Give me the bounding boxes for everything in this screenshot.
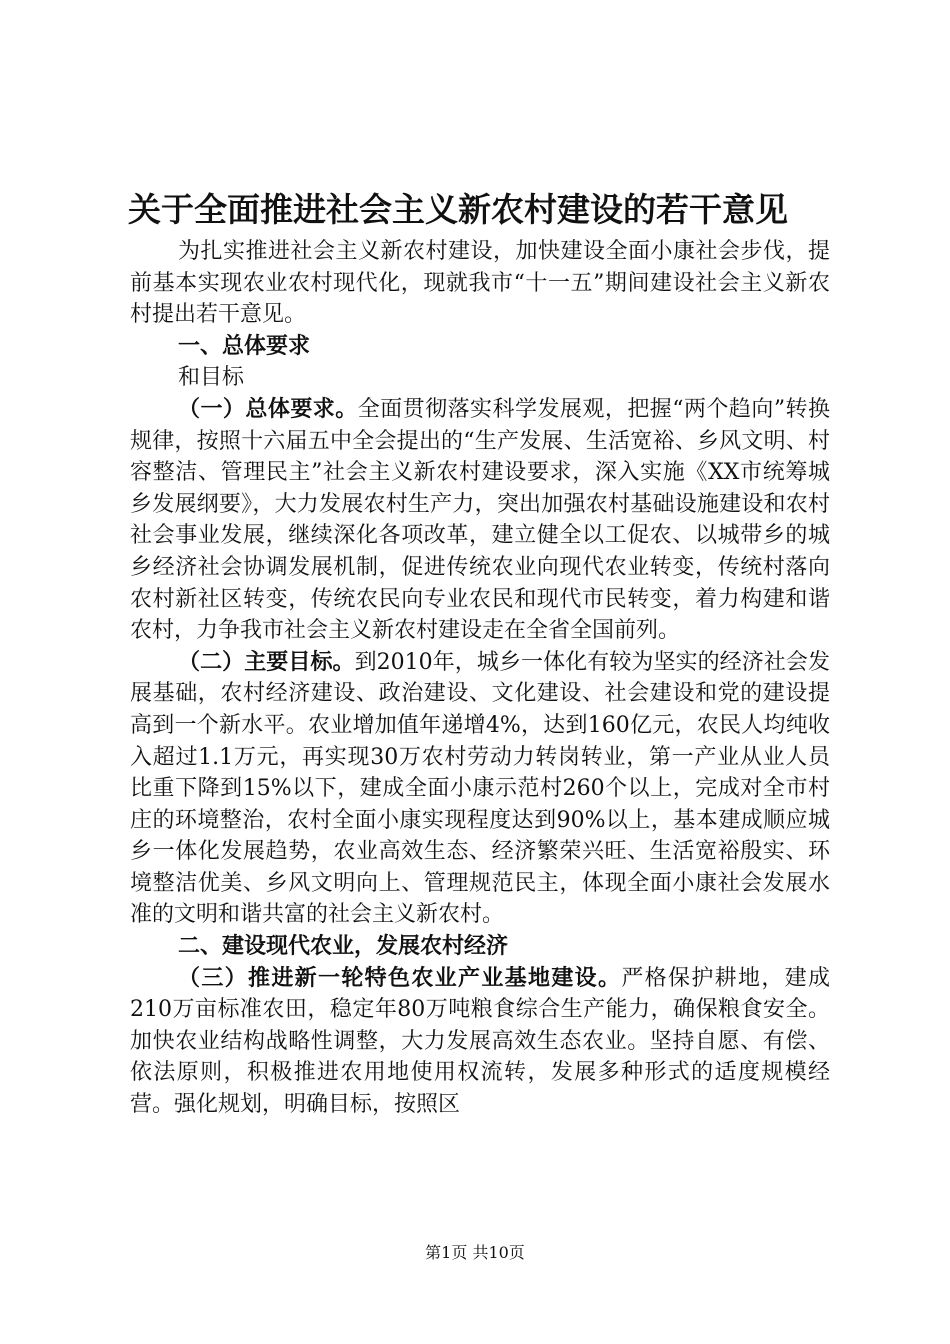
document-body xyxy=(130,236,830,1121)
paragraph-lead: （三）推进新一轮特色农业产业基地建设。 xyxy=(178,965,622,991)
paragraph-general-requirements xyxy=(130,394,830,647)
section2-heading: 二、建设现代农业，发展农村经济 xyxy=(178,934,509,960)
section1-heading: 一、总体要求 xyxy=(178,333,311,359)
paragraph-body: 全面贯彻落实科学发展观，把握“两个趋向”转换规律，按照十六届五中全会提出的“生产发展、生活宽裕、乡风文明、村容整洁、管理民主”社会主义新农村建设要求，深入实施《XX市统筹城乡发展纲要》，大力发展农村生产力，突出加强农村基础设施建设和农村社会事业发展，继续深化各项改革，建立健全以工促农、以城带乡的城乡经济社会协调发展机制，促进传统农业向现代农业转变，传统村落向农村新社区转变，传统农民向专业农民和现代市民转变，着力构建和谐农村，力争我市社会主义新农村建设走在全省全国前列。 xyxy=(130,396,830,644)
page-number-footer: 第1页 共10页 xyxy=(425,1243,525,1262)
paragraph-lead: （一）总体要求。 xyxy=(178,396,358,422)
paragraph-body: 严格保护耕地，建成210万亩标准农田，稳定年80万吨粮食综合生产能力，确保粮食安全。加快农业结构战略性调整，大力发展高效生态农业。坚持自愿、有偿、依法原则，积极推进农用地使用权流转，发展多种形式的适度规模经营。强化规划，明确目标，按照区 xyxy=(130,965,830,1118)
document-title: 关于全面推进社会主义新农村建设的若干意见 xyxy=(128,190,788,229)
paragraph-lead: （二）主要目标。 xyxy=(178,649,355,675)
section1-heading-continuation: 和目标 xyxy=(178,365,245,391)
paragraph-agri-base xyxy=(130,963,830,1121)
paragraph-body: 到2010年，城乡一体化有较为坚实的经济社会发展基础，农村经济建设、政治建设、文化建设、社会建设和党的建设提高到一个新水平。农业增加值年递增4%，达到160亿元，农民人均纯收入超过1.1万元，再实现30万农村劳动力转岗转业，第一产业从业人员比重下降到15%以下，建成全面小康示范村260个以上，完成对全市村庄的环境整治，农村全面小康实现程度达到90%以上，基本建成顺应城乡一体化发展趋势，农业高效生态、经济繁荣兴旺、生活宽裕殷实、环境整洁优美、乡风文明向上、管理规范民主，体现全面小康社会发展水准的文明和谐共富的社会主义新农村。 xyxy=(130,649,830,928)
paragraph-main-goals xyxy=(130,647,830,931)
intro-paragraph: 为扎实推进社会主义新农村建设，加快建设全面小康社会步伐，提前基本实现农业农村现代化，现就我市“十一五”期间建设社会主义新农村提出若干意见。 xyxy=(130,239,830,328)
